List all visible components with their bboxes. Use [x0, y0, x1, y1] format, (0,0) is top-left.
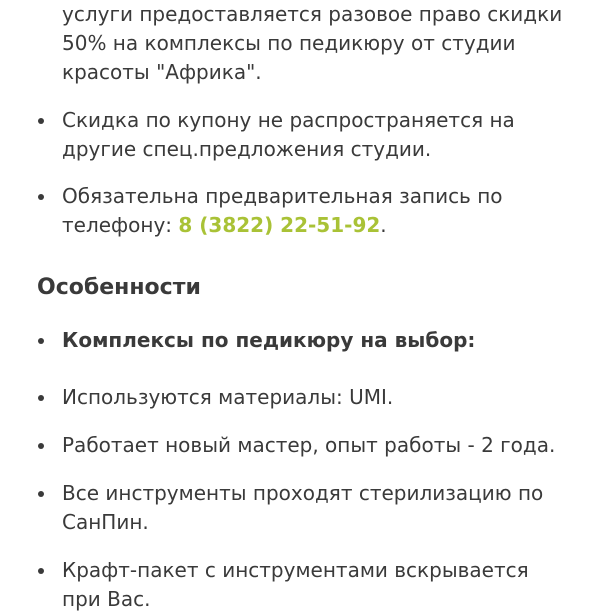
feature-item — [0, 383, 600, 412]
feature-item-text: Крафт-пакет с инструментами вскрывается при Вас. — [62, 558, 529, 611]
booking-requirement-item — [0, 182, 600, 240]
feature-item-text: Все инструменты проходят стерилизацию по СанПин. — [62, 481, 544, 534]
discount-exclusion-text: Скидка по купону не распространяется на другие спец.предложения студии. — [62, 108, 515, 161]
feature-item — [0, 556, 600, 614]
feature-item-text: Комплексы по педикюру на выбор: — [62, 328, 476, 352]
booking-requirement-text: Обязательна предварительная запись по телефону: — [62, 184, 503, 237]
phone-link[interactable]: 8 (3822) 22-51-92 — [178, 213, 381, 237]
feature-item — [0, 431, 600, 460]
coupon-terms-item — [0, 0, 600, 87]
booking-requirement-end: . — [380, 213, 387, 237]
feature-item — [0, 326, 600, 355]
feature-item-text: Работает новый мастер, опыт работы - 2 года. — [62, 433, 556, 457]
feature-item — [0, 479, 600, 537]
discount-exclusion-item — [0, 106, 600, 164]
coupon-terms-text: услуги предоставляется разовое право скидки 50% на комплексы по педикюру от студии красоты "Африка". — [62, 2, 563, 84]
features-heading: Особенности — [37, 275, 201, 300]
feature-item-text: Используются материалы: UMI. — [62, 385, 394, 409]
